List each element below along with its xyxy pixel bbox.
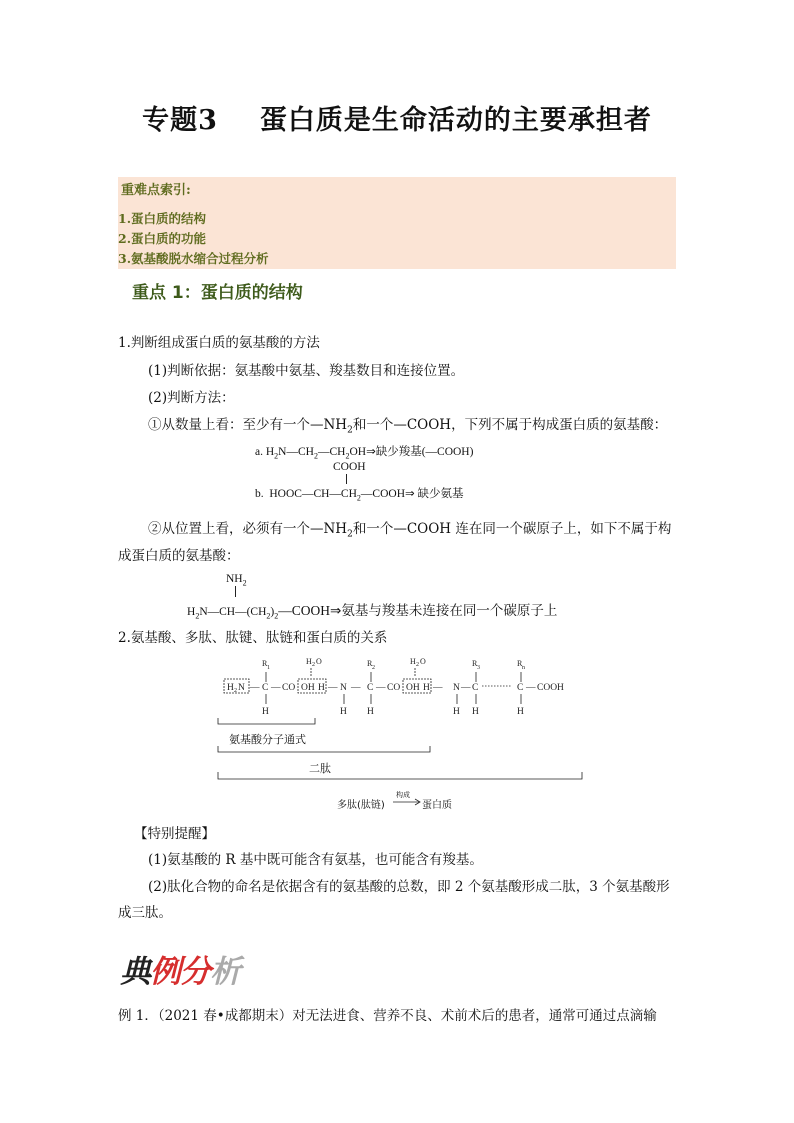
index-heading: 重难点索引: — [121, 183, 191, 198]
svg-text:O: O — [420, 657, 426, 666]
svg-text:CO: CO — [387, 683, 401, 693]
svg-text:R: R — [472, 659, 478, 668]
svg-text:H: H — [227, 683, 234, 693]
reminder-heading: 【特别提醒】 — [134, 826, 215, 842]
section1-heading: 1.判断组成蛋白质的氨基酸的方法 — [118, 335, 320, 351]
svg-text:OH: OH — [301, 683, 315, 693]
svg-text:C: C — [472, 683, 479, 693]
svg-text:C: C — [517, 683, 524, 693]
svg-text:N: N — [238, 683, 245, 693]
svg-text:C: C — [367, 683, 374, 693]
svg-text:H: H — [453, 707, 460, 717]
protein-term: 蛋白质 — [422, 800, 452, 811]
svg-text:H: H — [517, 707, 524, 717]
svg-text:—: — — [271, 683, 281, 693]
svg-text:H: H — [410, 657, 416, 666]
svg-text:N: N — [453, 683, 460, 693]
svg-text:3: 3 — [477, 665, 480, 671]
reminder-point-2-cont: 成三肽。 — [118, 905, 172, 921]
svg-text:H: H — [306, 657, 312, 666]
svg-text:2: 2 — [312, 662, 315, 668]
svg-text:2: 2 — [416, 662, 419, 668]
rule-position: ②从位置上看，必须有一个$—NH_2$和一个—COOH 连在同一个碳原子上，如下不属于构 — [148, 521, 672, 540]
page-title — [0, 98, 794, 137]
section2-heading: 2.氨基酸、多肽、肽键、肽链和蛋白质的关系 — [118, 630, 388, 646]
example-c-formula: $H_2N—CH—(CH_2)_2—COOH\Rightarrow$氨基与羧基未连接在同一个碳原子上 — [187, 603, 558, 621]
rule-quantity: ①从数量上看：至少有一个$—NH_2$和一个—COOH，下列不属于构成蛋白质的氨基酸： — [148, 417, 668, 436]
svg-text:C: C — [262, 683, 269, 693]
svg-text:OH: OH — [406, 683, 420, 693]
example-a-formula: a. $H_2N—CH_2—CH_2OH\Rightarrow$缺少羧基(—COOH) — [255, 446, 474, 461]
example-analysis-banner: 典例分析 — [120, 954, 240, 990]
reminder-point-2: (2)肽化合物的命名是依据含有的氨基酸的总数，即 2 个氨基酸形成二肽，3 个氨基酸形 — [148, 879, 670, 895]
focus-section-title: 重点 1：蛋白质的结构 — [132, 283, 303, 303]
svg-text:H: H — [340, 707, 347, 717]
svg-text:CO: CO — [282, 683, 296, 693]
example-1-text: 例 1．（2021 春•成都期末）对无法进食、营养不良、术前术后的患者，通常可通过点滴输 — [118, 1008, 657, 1024]
svg-text:—: — — [461, 683, 471, 693]
polypeptide-term: 多肽(肽链) — [337, 800, 385, 811]
svg-text:2: 2 — [372, 665, 375, 671]
bond-line — [235, 586, 236, 597]
judge-basis: (1)判断依据：氨基酸中氨基、羧基数目和连接位置。 — [148, 363, 465, 379]
example-b-formula: b. $HOOC—CH—CH_2—COOH\Rightarrow$ 缺少氨基 — [255, 488, 464, 503]
svg-text:1: 1 — [267, 665, 270, 671]
svg-text:2: 2 — [234, 688, 237, 694]
example-b-cooh-branch: COOH — [333, 461, 366, 473]
svg-text:N: N — [340, 683, 347, 693]
svg-text:—: — — [433, 683, 443, 693]
svg-text:n: n — [522, 665, 525, 671]
svg-text:R: R — [262, 659, 268, 668]
svg-text:—: — — [328, 683, 338, 693]
svg-text:COOH: COOH — [537, 683, 564, 693]
index-item: 3.氨基酸脱水缩合过程分析 — [118, 251, 269, 266]
index-item: 1.蛋白质的结构 — [118, 211, 207, 226]
svg-text:—: — — [351, 683, 361, 693]
svg-text:R: R — [517, 659, 523, 668]
arrow-label: 构成 — [396, 791, 410, 799]
svg-text:H: H — [472, 707, 479, 717]
svg-text:R: R — [367, 659, 373, 668]
amino-acid-general-formula-label: 氨基酸分子通式 — [229, 733, 306, 746]
svg-text:—: — — [250, 683, 260, 693]
rule-position-cont: 成蛋白质的氨基酸： — [118, 548, 240, 564]
dipeptide-label: 二肽 — [309, 762, 331, 775]
title-topic-name: 蛋白质是生命活动的主要承担者 — [259, 105, 652, 136]
index-item: 2.蛋白质的功能 — [118, 231, 207, 246]
key-points-index — [118, 177, 676, 269]
judge-method: (2)判断方法： — [148, 390, 235, 406]
svg-text:—: — — [376, 683, 386, 693]
svg-text:—: — — [526, 683, 536, 693]
svg-text:H: H — [367, 707, 374, 717]
svg-text:H: H — [262, 707, 269, 717]
svg-text:H: H — [423, 683, 430, 693]
bond-line — [346, 474, 347, 484]
svg-text:H: H — [318, 683, 325, 693]
title-topic-number: 专题3 — [142, 105, 218, 136]
svg-text:O: O — [316, 657, 322, 666]
reminder-point-1: (1)氨基酸的 R 基中既可能含有氨基，也可能含有羧基。 — [148, 852, 483, 868]
example-c-nh2: $NH_2$ — [226, 573, 247, 588]
